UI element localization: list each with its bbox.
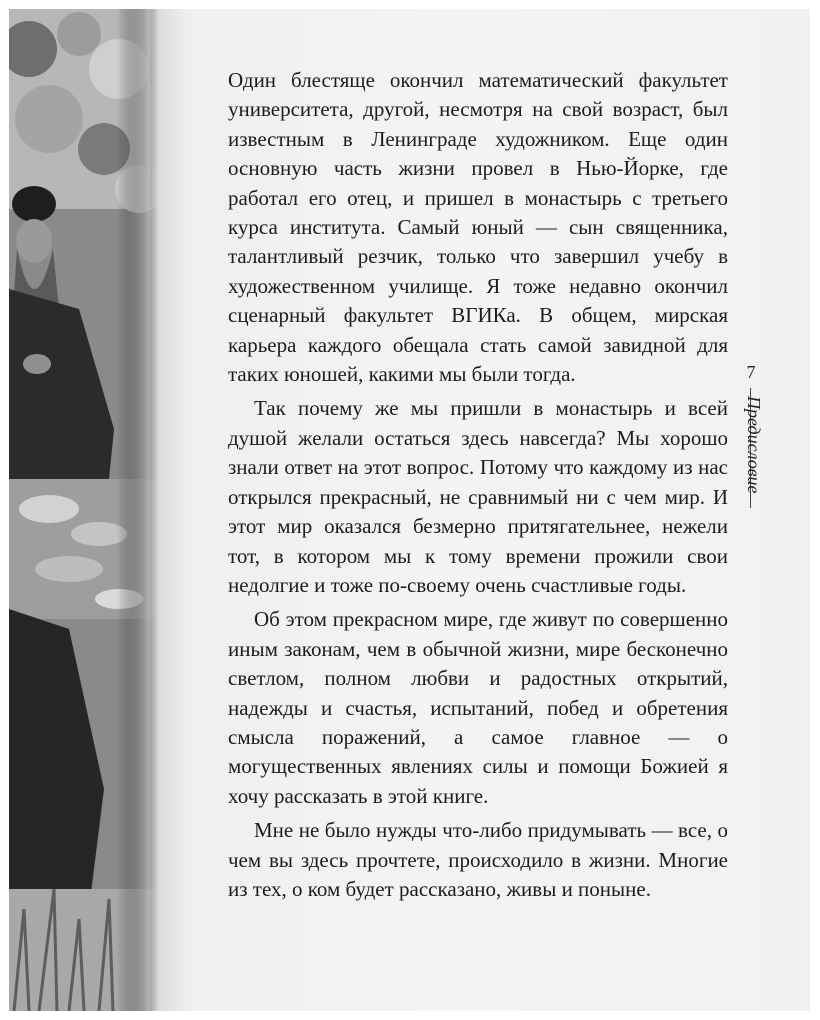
paragraph-3: Об этом прекрасном мире, где живут по совершенно иным законам, чем в обычной жизни, мире бесконечно светлом, полном любви и радостных открытий, надежды и счастья, испытаний, побед и обретения смысла поражений, а самое главное — о могущественных явлениях силы и помощи Божией я хочу рассказать в этой книге. — [228, 607, 728, 808]
body-text — [228, 66, 728, 909]
paragraph-4: Мне не было нужды что-либо придумывать — все, о чем вы здесь прочтете, происходило в жизни. Многие из тех, о ком будет рассказано, живы и поныне. — [228, 818, 728, 901]
monk-photo — [9, 9, 159, 1011]
page-number: 7 — [746, 362, 756, 382]
paragraph-2: Так почему же мы пришли в монастырь и всей душой желали остаться здесь навсегда? Мы хорошо знали ответ на этот вопрос. Потому что каждому из нас открылся прекрасный, не сравнимый ни с чем мир. И этот мир оказался безмерно притягательнее, нежели тот, в котором мы к тому времени прожили свои недолгие и тоже по-своему очень счастливые годы. — [228, 396, 728, 597]
page-folio — [734, 360, 768, 520]
monk-photo-icon — [9, 9, 159, 1011]
page-gutter-shadow — [150, 9, 188, 1011]
running-title: Предисловие — [744, 396, 764, 494]
paragraph-1: Один блестяще окончил математический факультет университета, другой, несмотря на свой возраст, был известным в Ленинграде художником. Еще один основную часть жизни провел в Нью-Йорке, где работал его отец, и пришел в монастырь с третьего курса института. Самый юный — сын священника, талантливый резчик, только что завершил учебу в художественном училище. Я тоже недавно окончил сценарный факультет ВГИКа. В общем, мирская карьера каждого обещала стать самой завидной для таких юношей, какими мы были тогда. — [228, 68, 728, 387]
